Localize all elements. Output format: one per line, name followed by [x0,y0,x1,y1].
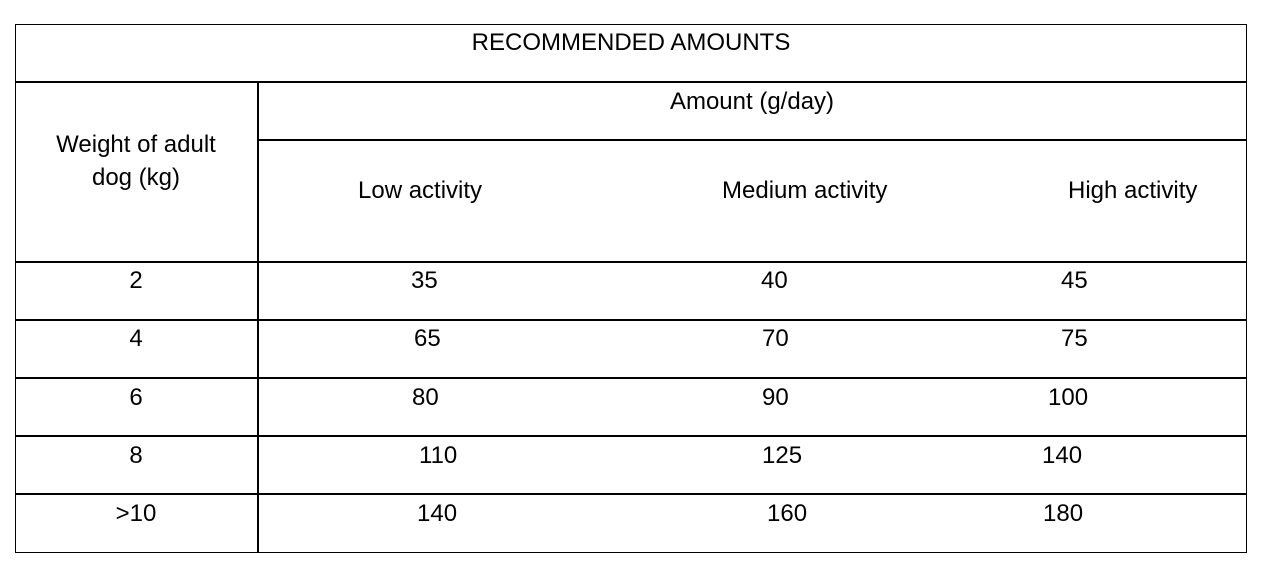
medium-activity-cell: 90 [762,384,789,411]
weight-cell: 8 [129,442,143,469]
high-activity-cell: 45 [1061,267,1088,294]
low-activity-cell: 65 [414,325,441,352]
weight-cell: >10 [115,500,157,527]
title-divider [15,81,1247,83]
amount-header-divider [257,139,1247,141]
column-header-high-activity: High activity [1068,177,1198,204]
column-header-medium-activity: Medium activity [722,177,888,204]
high-activity-cell: 75 [1061,325,1088,352]
weight-column-divider [257,81,259,553]
weight-cell: 2 [129,267,143,294]
low-activity-cell: 140 [417,500,458,527]
weight-header-line-2: dog (kg) [91,164,181,191]
column-header-low-activity: Low activity [358,177,483,204]
weight-cell: 4 [129,325,143,352]
low-activity-cell: 35 [411,267,438,294]
high-activity-cell: 140 [1042,442,1083,469]
row-divider [15,493,1247,495]
high-activity-cell: 100 [1048,384,1089,411]
medium-activity-cell: 70 [762,325,789,352]
weight-cell: 6 [129,384,143,411]
row-divider [15,319,1247,321]
medium-activity-cell: 40 [761,267,788,294]
low-activity-cell: 80 [412,384,439,411]
low-activity-cell: 110 [419,442,458,469]
table-title: RECOMMENDED AMOUNTS [471,29,791,56]
medium-activity-cell: 160 [767,500,808,527]
weight-header-line-1: Weight of adult [56,131,216,158]
amount-header: Amount (g/day) [669,88,835,115]
row-divider [15,377,1247,379]
weight-column-header [15,128,257,194]
header-body-divider [15,261,1247,263]
medium-activity-cell: 125 [762,442,803,469]
high-activity-cell: 180 [1043,500,1084,527]
row-divider [15,435,1247,437]
